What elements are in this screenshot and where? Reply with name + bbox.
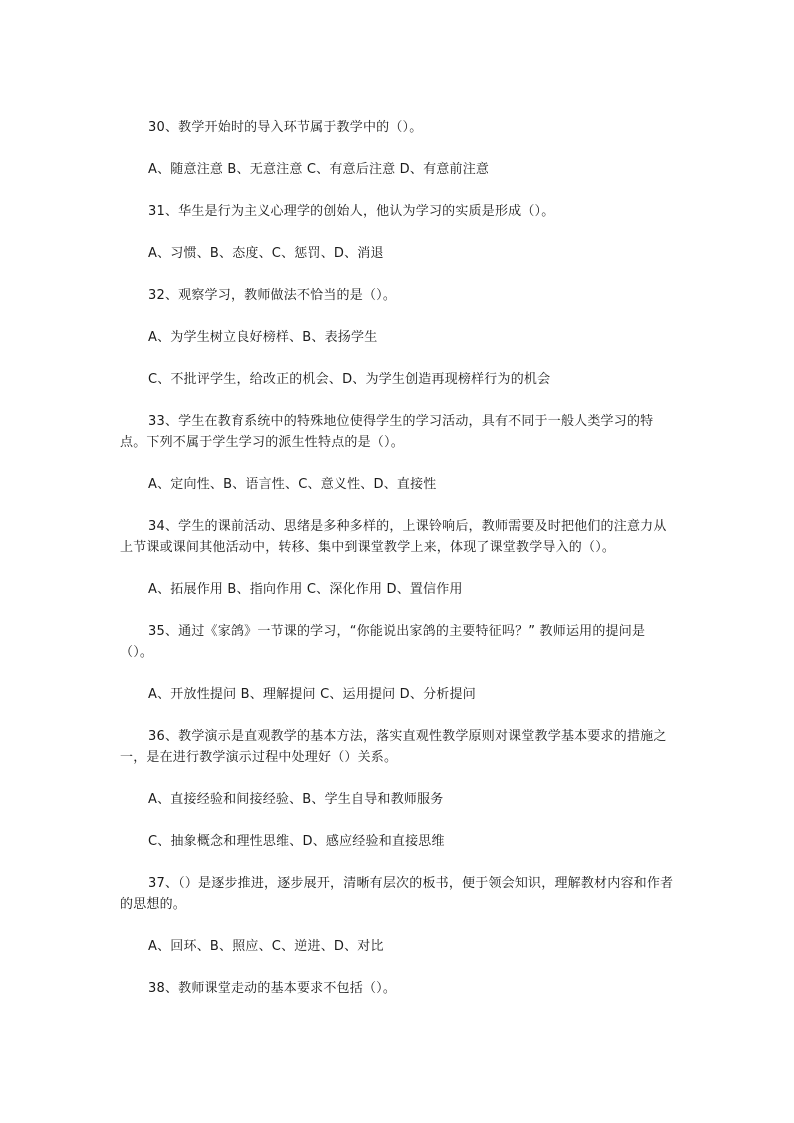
options-31: A、习惯、B、态度、C、惩罚、D、消退 (148, 246, 384, 261)
question-36: 36、教学演示是直观教学的基本方法，落实直观性教学原则对课堂教学基本要求的措施之一，是在进行教学演示过程中处理好（）关系。 (120, 729, 667, 765)
question-30: 30、教学开始时的导入环节属于教学中的（）。 (148, 120, 423, 135)
options-36-line1: A、直接经验和间接经验、B、学生自导和教师服务 (148, 792, 444, 807)
options-36-line2: C、抽象概念和理性思维、D、感应经验和直接思维 (148, 834, 445, 849)
options-35: A、开放性提问 B、理解提问 C、运用提问 D、分析提问 (148, 687, 476, 702)
options-30: A、随意注意 B、无意注意 C、有意后注意 D、有意前注意 (148, 162, 490, 177)
options-34: A、拓展作用 B、指向作用 C、深化作用 D、置信作用 (148, 582, 463, 597)
question-34: 34、学生的课前活动、思绪是多种多样的，上课铃响后，教师需要及时把他们的注意力从上节课或课间其他活动中，转移、集中到课堂教学上来，体现了课堂教学导入的（）。 (120, 519, 667, 555)
question-37: 37、（）是逐步推进，逐步展开，清晰有层次的板书，便于领会知识，理解教材内容和作者的思想的。 (120, 876, 674, 912)
options-32-line1: A、为学生树立良好榜样、B、表扬学生 (148, 330, 378, 345)
question-32: 32、观察学习，教师做法不恰当的是（）。 (148, 288, 397, 303)
question-38: 38、教师课堂走动的基本要求不包括（）。 (148, 981, 397, 996)
options-33: A、定向性、B、语言性、C、意义性、D、直接性 (148, 477, 437, 492)
question-33: 33、学生在教育系统中的特殊地位使得学生的学习活动，具有不同于一般人类学习的特点。下列不属于学生学习的派生性特点的是（）。 (120, 414, 654, 450)
question-35: 35、通过《家鸽》一节课的学习，“你能说出家鸽的主要特征吗？” 教师运用的提问是（）。 (120, 624, 646, 660)
options-37: A、回环、B、照应、C、逆进、D、对比 (148, 939, 384, 954)
question-31: 31、华生是行为主义心理学的创始人，他认为学习的实质是形成（）。 (148, 204, 555, 219)
document-body (120, 117, 676, 999)
options-32-line2: C、不批评学生，给改正的机会、D、为学生创造再现榜样行为的机会 (148, 372, 551, 387)
